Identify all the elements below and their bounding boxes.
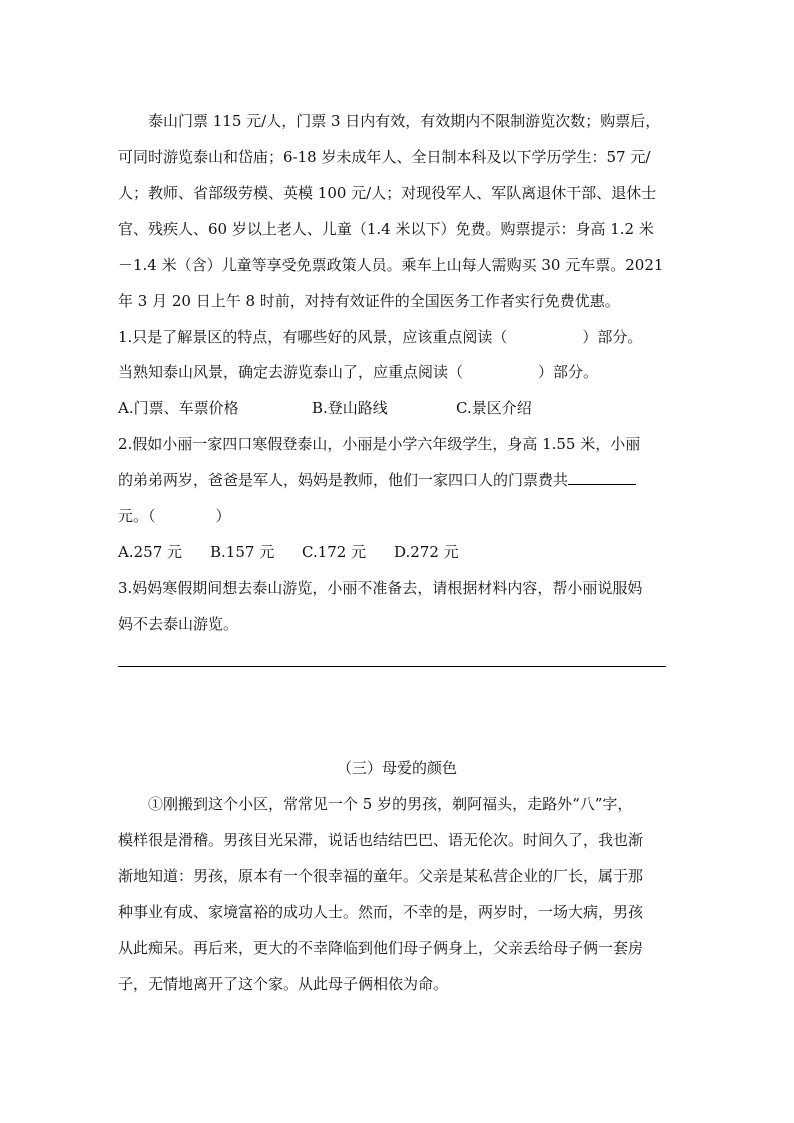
passage-line: 年 3 月 20 日上午 8 时前，对持有效证件的全国医务工作者实行免费优惠。: [118, 292, 620, 310]
section-line: 种事业有成、家境富裕的成功人士。然而，不幸的是，两岁时，一场大病，男孩: [118, 903, 644, 921]
passage-line: 可同时游览泰山和岱庙；6-18 岁未成年人、全日制本科及以下学历学生：57 元/: [118, 148, 651, 166]
passage-line: 人；教师、省部级劳模、英模 100 元/人；对现役军人、军队离退休干部、退休士: [118, 184, 657, 202]
section-line: 从此痴呆。再后来，更大的不幸降临到他们母子俩身上，父亲丢给母子俩一套房: [118, 939, 644, 957]
section-line: 渐地知道：男孩，原本有一个很幸福的童年。父亲是某私营企业的厂长，属于那: [118, 867, 644, 885]
question-2-line: [118, 470, 678, 490]
passage-line: 官、残疾人、60 岁以上老人、儿童（1.4 米以下）免费。购票提示：身高 1.2 米: [118, 220, 654, 238]
passage-line: 泰山门票 115 元/人，门票 3 日内有效，有效期内不限制游览次数；购票后，: [148, 112, 661, 130]
answer-line[interactable]: [118, 666, 666, 667]
question-1-line: 1.只是了解景区的特点，有哪些好的风景，应该重点阅读（ ）部分。: [118, 328, 643, 346]
option-c: C.景区介绍: [456, 399, 532, 417]
option-a: A.257 元: [118, 543, 182, 561]
question-3-line: 妈不去泰山游览。: [118, 615, 239, 633]
section-line: 模样很是滑稽。男孩目光呆滞，说话也结结巴巴、语无伦次。时间久了，我也渐: [118, 831, 644, 849]
option-d: D.272 元: [394, 543, 459, 561]
question-1-options: [118, 398, 678, 418]
option-b: B.登山路线: [312, 399, 388, 417]
option-b: B.157 元: [210, 543, 275, 561]
question-2-options: [118, 542, 678, 562]
section-title: （三）母爱的颜色: [336, 759, 457, 777]
option-c: C.172 元: [302, 543, 367, 561]
question-1-line: 当熟知泰山风景，确定去游览泰山了，应重点阅读（ ）部分。: [118, 363, 599, 381]
answer-blank[interactable]: [568, 470, 636, 485]
question-2-line: 元。（ ）: [118, 507, 231, 525]
section-line: ①刚搬到这个小区，常常见一个 5 岁的男孩，剃阿福头，走路外“八”字，: [148, 795, 633, 813]
passage-line: －1.4 米（含）儿童等享受免票政策人员。乘车上山每人需购买 30 元车票。2021: [118, 256, 664, 274]
question-2-line: 2.假如小丽一家四口寒假登泰山，小丽是小学六年级学生，身高 1.55 米，小丽: [118, 435, 641, 453]
option-a: A.门票、车票价格: [118, 399, 239, 417]
section-line: 子，无情地离开了这个家。从此母子俩相依为命。: [118, 975, 449, 993]
question-2-text: 的弟弟两岁，爸爸是军人，妈妈是教师，他们一家四口人的门票费共: [118, 471, 569, 489]
question-3-line: 3.妈妈寒假期间想去泰山游览，小丽不准备去，请根据材料内容，帮小丽说服妈: [118, 579, 643, 597]
